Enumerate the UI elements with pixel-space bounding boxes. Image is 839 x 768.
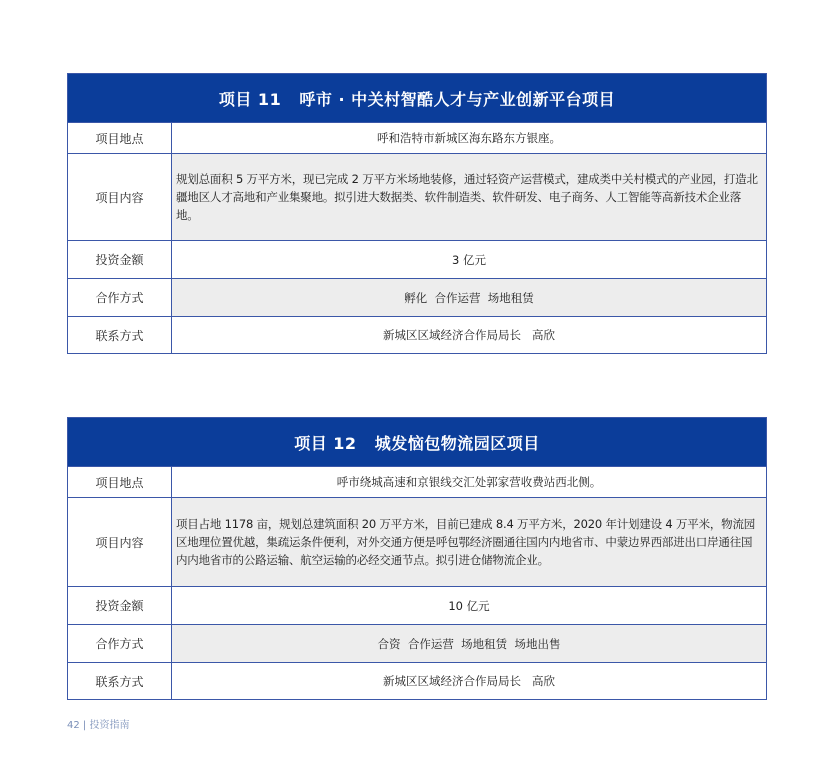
row-investment	[68, 240, 766, 278]
value-content: 项目占地 1178 亩，规划总建筑面积 20 万平方米，目前已建成 8.4 万平方米，2020 年计划建设 4 万平米，物流园区地理位置优越，集疏运条件便利，对外交通方便是呼包鄂经济圈通往国内内地省市、中蒙边界西部进出口岸通往国内内地省市的公路运输、航空运输的必经交通节点。拟引进仓储物流企业。	[172, 498, 766, 586]
row-location	[68, 122, 766, 153]
page-footer: 42 | 投资指南	[67, 720, 130, 731]
label-location: 项目地点	[68, 123, 172, 153]
label-cooperation: 合作方式	[68, 625, 172, 662]
value-location: 呼和浩特市新城区海东路东方银座。	[172, 123, 766, 153]
label-content: 项目内容	[68, 154, 172, 240]
label-content: 项目内容	[68, 498, 172, 586]
row-cooperation	[68, 624, 766, 662]
row-content	[68, 153, 766, 240]
project-title: 项目 12 城发恼包物流园区项目	[294, 433, 540, 453]
row-location	[68, 466, 766, 497]
label-investment: 投资金额	[68, 241, 172, 278]
value-cooperation: 合资 合作运营 场地租赁 场地出售	[172, 625, 766, 662]
label-contact: 联系方式	[68, 663, 172, 699]
value-contact: 新城区区域经济合作局局长 高欣	[172, 317, 766, 353]
value-cooperation: 孵化 合作运营 场地租赁	[172, 279, 766, 316]
value-investment: 3 亿元	[172, 241, 766, 278]
label-location: 项目地点	[68, 467, 172, 497]
row-investment	[68, 586, 766, 624]
project-title: 项目 11 呼市 · 中关村智酷人才与产业创新平台项目	[218, 89, 616, 109]
value-content: 规划总面积 5 万平方米，现已完成 2 万平方米场地装修，通过轻资产运营模式，建成类中关村模式的产业园，打造北疆地区人才高地和产业集聚地。拟引进大数据类、软件制造类、软件研发、电子商务、人工智能等高新技术企业落地。	[172, 154, 766, 240]
project-title-header	[68, 418, 766, 466]
project-title-header	[68, 74, 766, 122]
value-location: 呼市绕城高速和京银线交汇处郭家营收费站西北侧。	[172, 467, 766, 497]
row-contact	[68, 662, 766, 699]
row-cooperation	[68, 278, 766, 316]
label-contact: 联系方式	[68, 317, 172, 353]
project-table-12	[67, 417, 767, 700]
row-contact	[68, 316, 766, 353]
project-table-11	[67, 73, 767, 354]
value-investment: 10 亿元	[172, 587, 766, 624]
value-contact: 新城区区域经济合作局局长 高欣	[172, 663, 766, 699]
label-investment: 投资金额	[68, 587, 172, 624]
label-cooperation: 合作方式	[68, 279, 172, 316]
row-content	[68, 497, 766, 586]
